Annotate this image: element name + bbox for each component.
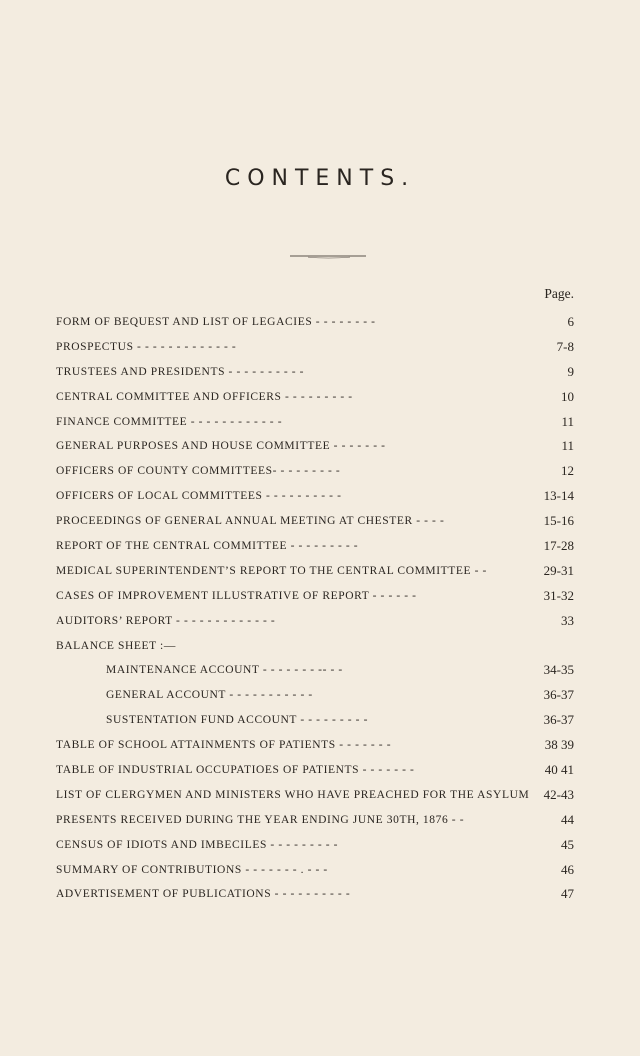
toc-entry-page: 12 — [561, 463, 574, 479]
toc-entry — [56, 484, 574, 509]
toc-entry — [56, 459, 574, 484]
toc-entry-title: PROCEEDINGS OF GENERAL ANNUAL MEETING AT CHESTER - - - - — [56, 515, 445, 528]
toc-entry — [56, 833, 574, 858]
toc-entry-page: 36-37 — [543, 687, 574, 703]
toc-entry-page: 31-32 — [543, 587, 574, 603]
toc-entry-title: GENERAL PURPOSES AND HOUSE COMMITTEE - - - - - - - — [56, 440, 386, 453]
toc-entry-title: TABLE OF SCHOOL ATTAINMENTS OF PATIENTS - - - - - - - — [56, 739, 392, 752]
toc-entry-title: CASES OF IMPROVEMENT ILLUSTRATIVE OF REPORT - - - - - - — [56, 589, 417, 602]
toc-entry — [56, 658, 574, 683]
toc-entry-title: TABLE OF INDUSTRIAL OCCUPATIOES OF PATIENTS - - - - - - - — [56, 764, 415, 777]
toc-entry-title: FORM OF BEQUEST AND LIST OF LEGACIES - - - - - - - - — [56, 316, 376, 328]
toc-entry — [56, 609, 574, 634]
toc-entry-title: REPORT OF THE CENTRAL COMMITTEE - - - - - - - - - — [56, 540, 359, 553]
toc-entry-title: MAINTENANCE ACCOUNT - - - - - - - -- - - — [106, 664, 343, 677]
toc-entry-page: 15-16 — [543, 513, 574, 529]
page-title: CONTENTS. — [224, 166, 416, 191]
toc-entry-page: 11 — [561, 413, 574, 429]
toc-entry-page: 10 — [561, 388, 574, 404]
toc-entry-page: 42-43 — [543, 786, 574, 802]
toc-entry-page: 13-14 — [543, 488, 574, 504]
toc-entry-title: FINANCE COMMITTEE - - - - - - - - - - - - — [56, 415, 283, 428]
toc-entry — [56, 360, 574, 385]
toc-entry — [56, 335, 574, 360]
toc-entry — [56, 733, 574, 758]
toc-entry-page: 9 — [567, 363, 574, 379]
toc-entry-title: OFFICERS OF COUNTY COMMITTEES- - - - - - - - - — [56, 465, 341, 478]
toc-entry-page: 33 — [561, 612, 574, 628]
toc-entry — [56, 808, 574, 833]
toc-entry — [56, 783, 574, 808]
ornamental-rule — [288, 252, 368, 260]
toc-entry-title: MEDICAL SUPERINTENDENT’S REPORT TO THE CENTRAL COMMITTEE - - — [56, 564, 487, 577]
toc-entry — [56, 434, 574, 459]
toc-entry-page: 6 — [567, 314, 574, 329]
toc-entry-title: LIST OF CLERGYMEN AND MINISTERS WHO HAVE PREACHED FOR THE ASYLUM — [56, 788, 530, 801]
toc-entry-page: 36-37 — [543, 712, 574, 728]
toc-entry-title: OFFICERS OF LOCAL COMMITTEES - - - - - - - - - - — [56, 490, 342, 503]
toc-entry — [56, 559, 574, 584]
toc-entry-page: 45 — [561, 836, 574, 852]
toc-entry — [56, 509, 574, 534]
toc-entry — [56, 634, 574, 659]
toc-entry-page: 34-35 — [543, 662, 574, 678]
toc-entry — [56, 410, 574, 435]
toc-entry — [56, 385, 574, 410]
toc-entry-page: 11 — [561, 438, 574, 454]
toc-entry-title: PRESENTS RECEIVED DURING THE YEAR ENDING JUNE 30TH, 1876 - - — [56, 813, 465, 826]
toc-entry-page: 29-31 — [543, 562, 574, 578]
toc-entry — [56, 708, 574, 733]
toc-entry-page: 7-8 — [556, 338, 574, 354]
toc-entry — [56, 534, 574, 559]
toc-entry-title: SUSTENTATION FUND ACCOUNT - - - - - - - - - — [106, 714, 368, 727]
toc-entry — [56, 584, 574, 609]
toc-entry-title: CENSUS OF IDIOTS AND IMBECILES - - - - - - - - - — [56, 838, 339, 851]
toc-entry-title: AUDITORS’ REPORT - - - - - - - - - - - - - — [56, 614, 276, 627]
page-column-header: Page. — [544, 286, 574, 301]
toc-entry-page: 17-28 — [543, 538, 574, 554]
toc-entry — [56, 310, 574, 335]
table-of-contents — [56, 310, 574, 907]
toc-entry-title: CENTRAL COMMITTEE AND OFFICERS - - - - - - - - - — [56, 390, 353, 403]
toc-entry-page: 47 — [561, 886, 574, 902]
toc-entry — [56, 683, 574, 708]
toc-entry-title: TRUSTEES AND PRESIDENTS - - - - - - - - - - — [56, 365, 305, 378]
toc-entry — [56, 758, 574, 783]
toc-entry-title: BALANCE SHEET :— — [56, 639, 176, 652]
toc-entry-title: PROSPECTUS - - - - - - - - - - - - - — [56, 340, 237, 353]
toc-entry-page: 44 — [561, 811, 574, 827]
toc-entry-title: SUMMARY OF CONTRIBUTIONS - - - - - - - . - - - — [56, 863, 328, 876]
toc-entry — [56, 858, 574, 883]
toc-entry-page: 38 39 — [544, 737, 574, 753]
toc-entry — [56, 882, 574, 907]
toc-entry-page: 40 41 — [544, 762, 574, 778]
toc-entry-title: GENERAL ACCOUNT - - - - - - - - - - - — [106, 689, 313, 702]
toc-entry-title: ADVERTISEMENT OF PUBLICATIONS - - - - - - - - - - — [56, 888, 351, 901]
toc-entry-page: 46 — [561, 861, 574, 877]
